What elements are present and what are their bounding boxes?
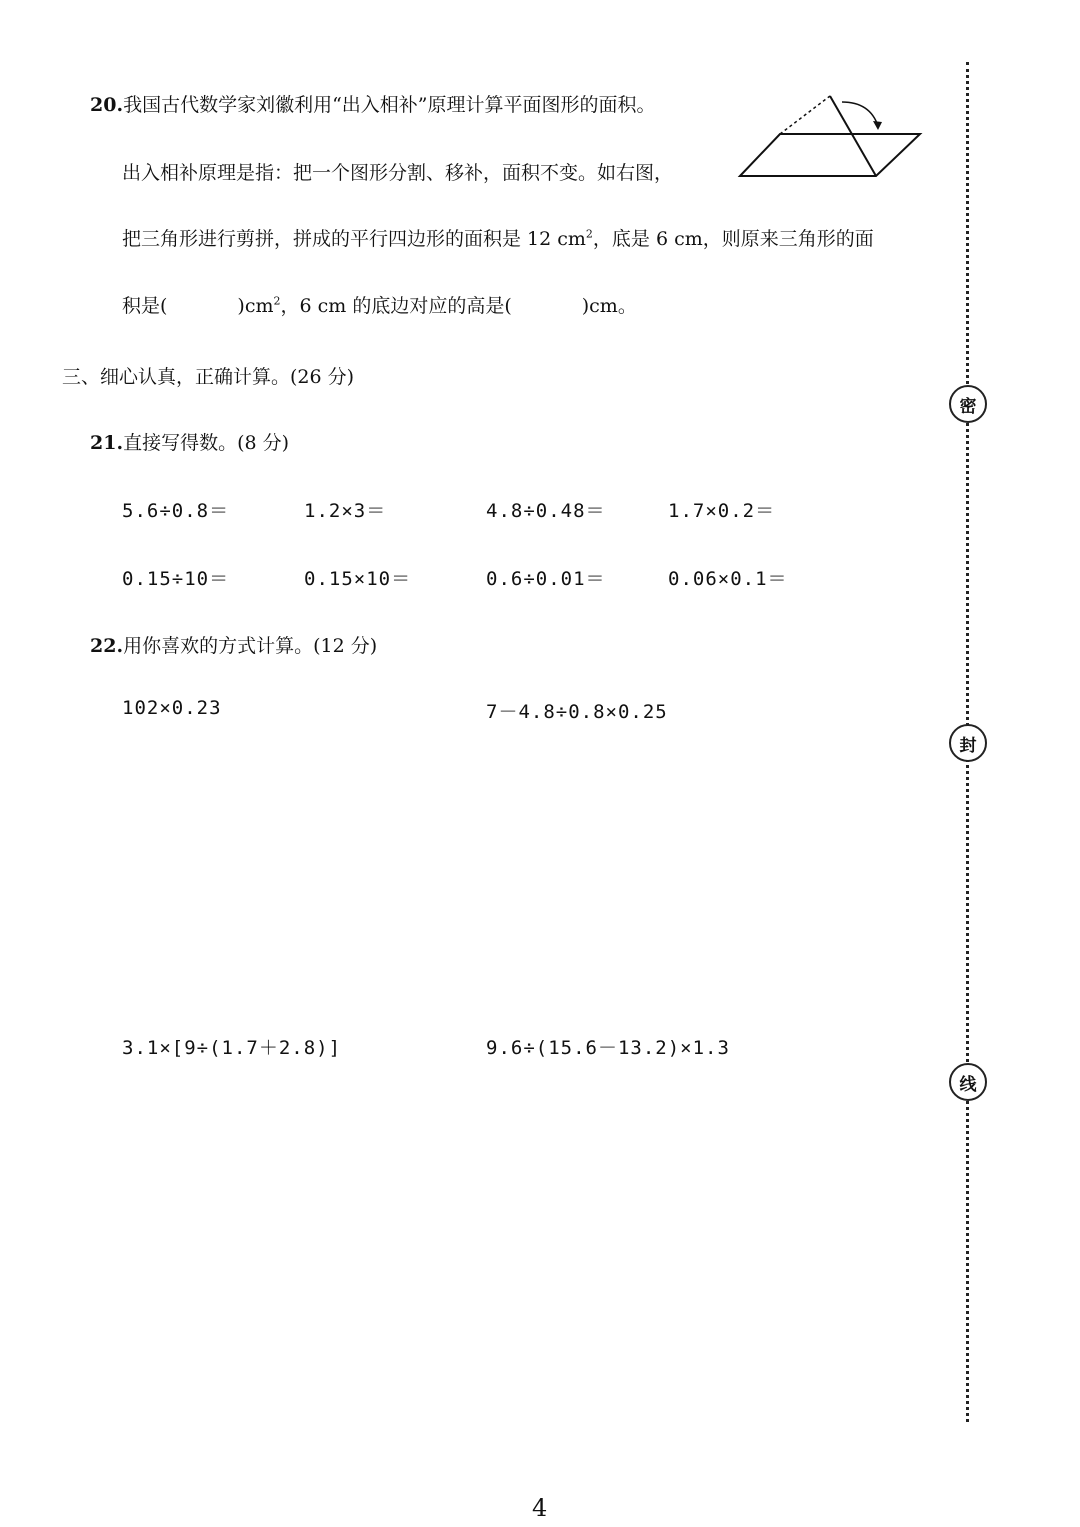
calc-expression: 9.6÷(15.6－13.2)×1.3 bbox=[486, 1037, 730, 1059]
parallelogram-shape bbox=[740, 134, 920, 176]
seal-mi: 密 bbox=[949, 385, 987, 423]
q20-line3-text-b: ，底是 6 cm，则原来三角形的面 bbox=[592, 228, 874, 250]
q21-number: 21. bbox=[90, 432, 124, 454]
q20-line4-text-d: )cm。 bbox=[581, 295, 637, 317]
q20-line4-text-c: ，6 cm 的底边对应的高是( bbox=[280, 295, 512, 317]
q20-line4 bbox=[122, 291, 637, 318]
triangle-cut-line bbox=[830, 96, 876, 176]
dashed-triangle-left-edge bbox=[780, 96, 830, 134]
q20-line3-text-a: 把三角形进行剪拼，拼成的平行四边形的面积是 12 cm bbox=[122, 228, 586, 250]
q20-line2: 出入相补原理是指：把一个图形分割、移补，面积不变。如右图， bbox=[122, 162, 674, 184]
q20-text-line1: 我国古代数学家刘徽利用“出入相补”原理计算平面图形的面积。 bbox=[123, 94, 656, 116]
calc-expression: 3.1×[9÷(1.7＋2.8)] bbox=[122, 1037, 342, 1059]
q20-line4-text-a: 积是( bbox=[122, 295, 168, 317]
page-number: 4 bbox=[532, 1494, 548, 1522]
q20-line3 bbox=[122, 224, 874, 251]
q22-title-text: 用你喜欢的方式计算。(12 分) bbox=[123, 635, 378, 657]
oral-calc-item: 0.06×0.1＝ bbox=[668, 568, 788, 590]
q20-line4-text-b: )cm bbox=[237, 295, 274, 317]
section3-title: 三、细心认真，正确计算。(26 分) bbox=[62, 366, 355, 388]
q22-title bbox=[90, 631, 377, 658]
oral-calc-item: 0.15÷10＝ bbox=[122, 568, 230, 590]
arrow-head-icon bbox=[873, 121, 882, 130]
oral-calc-item: 0.15×10＝ bbox=[304, 568, 412, 590]
parallelogram-figure bbox=[730, 86, 930, 182]
q20-number: 20. bbox=[90, 94, 124, 116]
seal-xian: 线 bbox=[949, 1063, 987, 1101]
q22-number: 22. bbox=[90, 635, 124, 657]
oral-calc-item: 1.2×3＝ bbox=[304, 500, 387, 522]
oral-calc-item: 5.6÷0.8＝ bbox=[122, 500, 230, 522]
rotation-arrow bbox=[842, 102, 878, 126]
seal-feng: 封 bbox=[949, 724, 987, 762]
q21-title bbox=[90, 428, 289, 455]
q20-line3-sup: 2 bbox=[585, 227, 593, 241]
q20-line1 bbox=[90, 90, 656, 117]
oral-calc-item: 0.6÷0.01＝ bbox=[486, 568, 606, 590]
q21-title-text: 直接写得数。(8 分) bbox=[123, 432, 290, 454]
calc-expression: 7－4.8÷0.8×0.25 bbox=[486, 701, 668, 723]
calc-expression: 102×0.23 bbox=[122, 697, 222, 719]
q20-line4-sup: 2 bbox=[273, 294, 281, 308]
oral-calc-item: 4.8÷0.48＝ bbox=[486, 500, 606, 522]
oral-calc-item: 1.7×0.2＝ bbox=[668, 500, 776, 522]
